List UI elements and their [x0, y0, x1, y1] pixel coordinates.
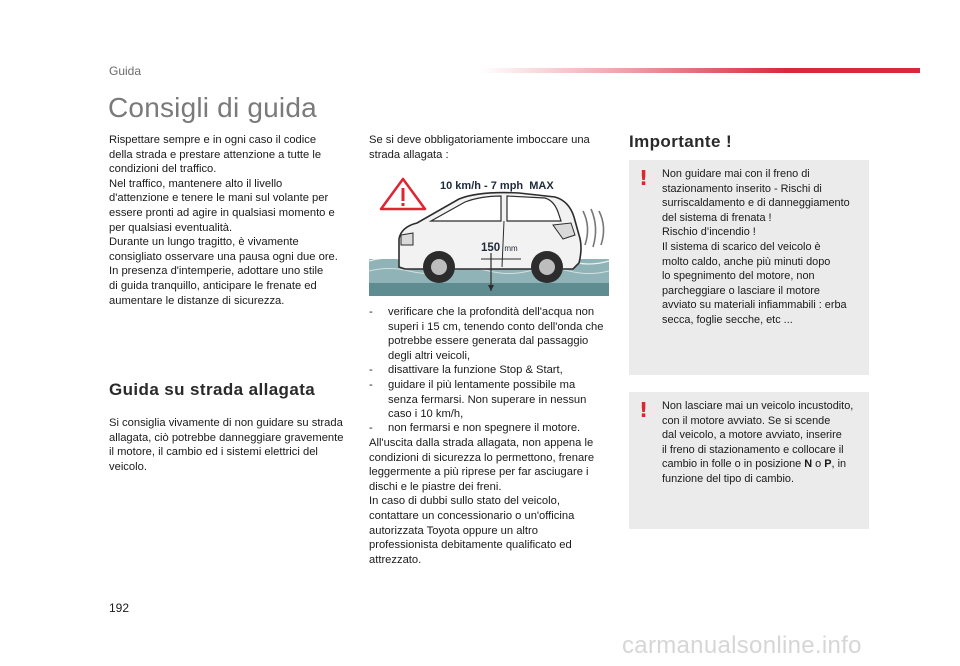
exclamation-icon: !	[639, 166, 649, 190]
water-depth-unit: mm	[504, 244, 518, 253]
flooded-road-intro: Se si deve obbligatoriamente imboccare una strada allagata :	[369, 134, 590, 161]
page-number: 192	[109, 601, 130, 615]
intro-paragraph: Rispettare sempre e in ogni caso il codice della strada e prestare attenzione a tutte le condizioni del traffico. Nel traffico, mantenere alto il livello d'attenzione e tenere le mani sul volante per essere pronti ad agire in qualsiasi momento e per qualsiasi eventualità. Durante un lungo tragitto, è vivamente consigliato osservare una pausa ogni due ore. In presenza d'intemperie, adottare uno stile di guida tranquillo, anticipare le frenate ed aumentare le distanze di sicurezza.	[109, 134, 338, 307]
list-item-text: non fermarsi e non spegnere il motore.	[388, 422, 581, 434]
list-dash: -	[369, 364, 373, 376]
section-label: Guida	[109, 64, 142, 78]
list-dash: -	[369, 306, 373, 318]
water-depth-label	[481, 242, 518, 254]
speed-limit-label: 10 km/h - 7 mph MAX	[440, 180, 554, 192]
gear-p-label: P	[824, 458, 832, 471]
exclamation-icon: !	[639, 398, 649, 422]
header-rule	[480, 68, 920, 73]
car-silhouette	[399, 193, 581, 283]
list-item-text: guidare il più lentamente possibile ma senza fermarsi. Non superare in nessun caso i 10 km/h,	[388, 379, 587, 421]
warning-text-part: , in funzione del tipo di cambio.	[662, 458, 847, 485]
flooded-road-outro: All'uscita dalla strada allagata, non appena le condizioni di sicurezza lo permettono, frenare leggermente a più riprese per far asciugare i dischi e le piastre dei freni. In caso di dubbi sullo stato del veicolo, contattare un concessionario o un'officina autorizzata Toyota oppure un altro professionista debitamente qualificato ed attrezzato.	[369, 437, 595, 566]
flooded-road-heading: Guida su strada allagata	[109, 380, 316, 399]
list-item-text: verificare che la profondità dell'acqua non superi i 15 cm, tenendo conto dell'onda che potrebbe essere generata dal passaggio degli altri veicoli,	[388, 306, 604, 362]
warning-box-parking-brake	[629, 160, 869, 375]
water-depth-value: 150	[481, 242, 501, 254]
warning-text-unattended-vehicle	[662, 399, 868, 487]
warning-text-parking-brake: Non guidare mai con il freno di stazionamento inserito - Rischi di surriscaldamento e di danneggiamento del sistema di frenata ! Rischio d’incendio ! Il sistema di scarico del veicolo è molto caldo, anche più minuti dopo lo spegnimento del motore, non parcheggiare o lasciare il motore avviato su materiali infiammabili : erba secca, foglie secche, etc ...	[662, 168, 850, 326]
gear-n-label: N	[804, 458, 813, 471]
motion-lines	[583, 209, 604, 247]
car-in-water-illustration	[369, 175, 609, 297]
flooded-road-illustration	[369, 175, 609, 297]
list-dash: -	[369, 379, 373, 391]
list-dash: -	[369, 422, 373, 434]
important-heading: Importante !	[629, 132, 733, 151]
list-item-text: disattivare la funzione Stop & Start,	[388, 364, 563, 376]
warning-triangle-icon	[381, 179, 425, 209]
flooded-road-paragraph: Si consiglia vivamente di non guidare su strada allagata, ciò potrebbe danneggiare gravemente il motore, il cambio ed i sistemi elettrici del veicolo.	[109, 417, 344, 473]
page-title: Consigli di guida	[108, 92, 317, 123]
warning-text-part: o	[812, 458, 825, 471]
watermark: carmanualsonline.info	[622, 632, 862, 659]
road-surface	[369, 283, 609, 296]
warning-box-unattended-vehicle	[629, 392, 869, 529]
warning-text-part: Non lasciare mai un veicolo incustodito, con il motore avviato. Se si scende dal veicolo, a motore avviato, inserire il freno di stazionamento e collocare il cambio in folle o in posizione	[662, 400, 854, 471]
